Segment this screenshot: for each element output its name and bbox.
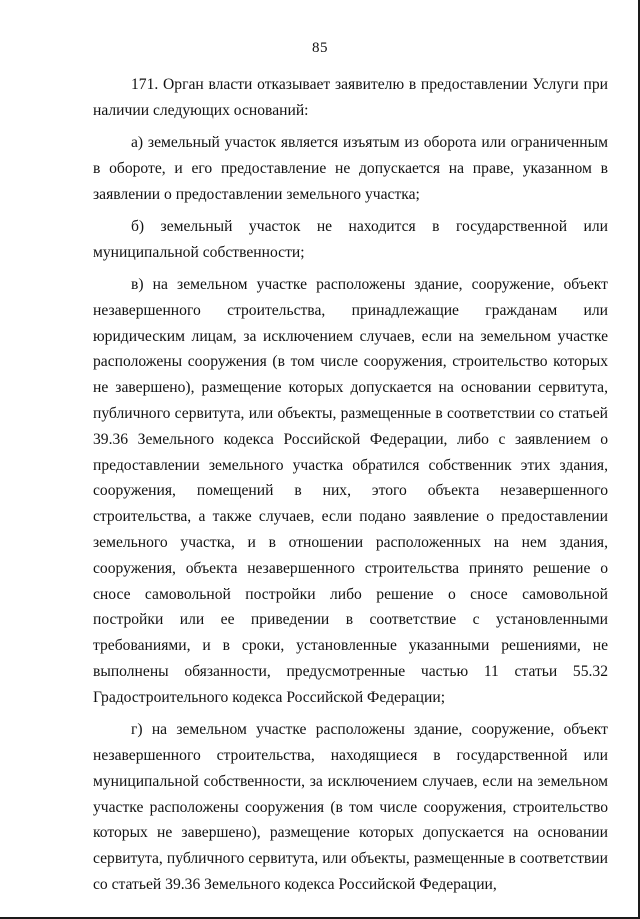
paragraph-171-intro: 171. Орган власти отказывает заявителю в предоставлении Услуги при наличии следующих оснований: [93, 76, 608, 119]
paragraph-item-b: б) земельный участок не находится в государственной или муниципальной собственности; [93, 217, 608, 261]
paragraph-item-g: г) на земельном участке расположены здание, сооружение, объект незавершенного строительства, находящиеся в государственной или муниципальной собственности, за исключением случаев, если на земельном участке расположены сооружения (в том числе сооружения, строительство которых не завершено), размещение которых допускается на основании сервитута, публичного сервитута, или объекты, размещенные в соответствии со статьей 39.36 Земельного кодекса Российской Федерации, [93, 721, 608, 893]
page-number: 85 [312, 40, 328, 56]
paragraph-item-v: в) на земельном участке расположены здание, сооружение, объект незавершенного строительства, принадлежащие гражданам или юридическим лицам, за исключением случаев, если на земельном участке расположены сооружения (в том числе сооружения, строительство которых не завершено), размещение которых допускается на основании сервитута, публичного сервитута, или объекты, размещенные в соответствии со статьей 39.36 Земельного кодекса Российской Федерации, либо с заявлением о предоставлении земельного участка обратился собственник этих здания, сооружения, помещений в них, этого объекта незавершенного строительства, а также случаев, если подано заявление о предоставлении земельного участка, и в отношении расположенных на нем здания, сооружения, объекта незавершенного строительства принято решение о сносе самовольной постройки либо решение о сносе самовольной постройки или ее приведении в соответствие с установленными требованиями, и в сроки, установленные указанными решениями, не выполнены обязанности, предусмотренные частью 11 статьи 55.32 Градостроительного кодекса Российской Федерации; [93, 276, 608, 706]
document-body [93, 72, 608, 904]
paragraph-item-a: а) земельный участок является изъятым из оборота или ограниченным в обороте, и его предоставление не допускается на праве, указанном в заявлении о предоставлении земельного участка; [93, 134, 608, 203]
